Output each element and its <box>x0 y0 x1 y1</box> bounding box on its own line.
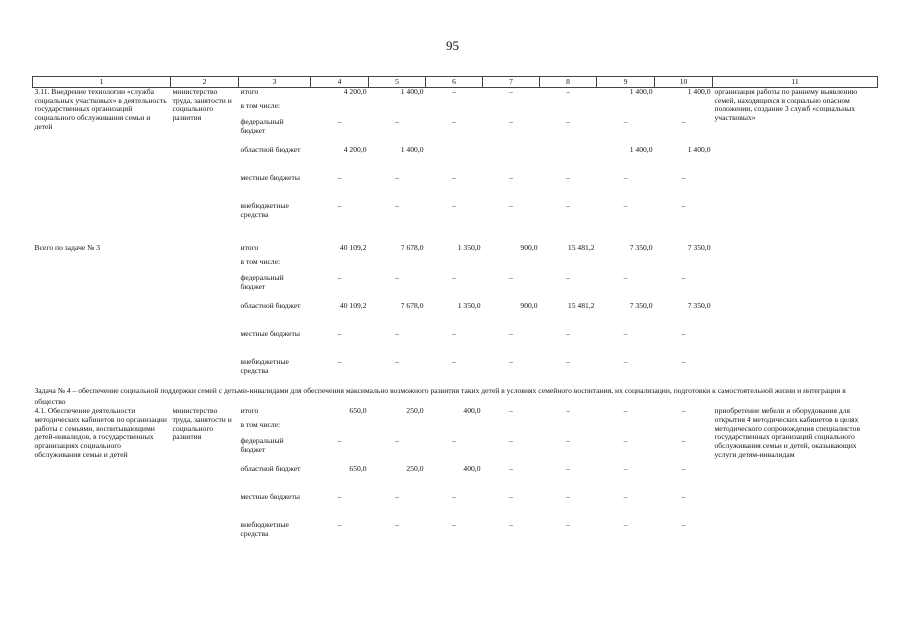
funding-source-label: в том числе: <box>240 257 281 266</box>
amount-cell: – <box>623 273 628 282</box>
amount-cell: – <box>623 201 628 210</box>
amount-cell: 7 350,0 <box>629 301 653 310</box>
activity-name: Всего по задаче № 3 <box>34 243 101 252</box>
amount-cell: – <box>509 273 513 282</box>
column-number: 8 <box>540 77 597 88</box>
amount-cell: – <box>681 436 686 446</box>
amount-cell: 650,0 <box>349 406 367 416</box>
amount-cell: – <box>337 117 342 126</box>
amount-cell: 15 481,2 <box>567 301 595 310</box>
amount-cell: – <box>623 329 628 338</box>
total-task-3-row <box>33 244 878 258</box>
column-number: 1 <box>33 77 171 88</box>
amount-cell: – <box>566 520 570 530</box>
amount-cell: 7 350,0 <box>687 243 711 252</box>
amount-cell: 1 400,0 <box>629 87 653 96</box>
funding-source-label: в том числе: <box>240 101 281 110</box>
amount-cell: – <box>395 173 399 182</box>
amount-cell: – <box>337 357 342 366</box>
column-number: 3 <box>239 77 311 88</box>
column-number-row <box>33 77 878 88</box>
amount-cell: 7 678,0 <box>400 243 424 252</box>
funding-source-label: итого <box>240 243 259 252</box>
column-number: 2 <box>171 77 239 88</box>
amount-cell <box>369 102 426 118</box>
amount-cell: – <box>566 87 570 96</box>
amount-cell: – <box>681 201 686 210</box>
amount-cell: – <box>623 117 628 126</box>
amount-cell: – <box>337 273 342 282</box>
amount-cell: 1 350,0 <box>457 243 481 252</box>
amount-cell <box>426 421 483 437</box>
amount-cell: – <box>623 520 628 530</box>
amount-cell: – <box>566 406 570 416</box>
amount-cell <box>483 258 540 274</box>
amount-cell: 650,0 <box>349 464 367 474</box>
spacer-row <box>33 230 878 244</box>
amount-cell <box>369 258 426 274</box>
executor <box>171 244 239 386</box>
amount-cell: – <box>509 357 513 366</box>
amount-cell <box>655 421 713 437</box>
funding-source-label: федеральный бюджет <box>240 436 284 454</box>
amount-cell: – <box>452 87 456 96</box>
amount-cell: 900,0 <box>520 243 538 252</box>
amount-cell: – <box>681 406 686 416</box>
amount-cell: – <box>623 173 628 182</box>
amount-cell: – <box>395 273 399 282</box>
funding-source-label: итого <box>240 406 259 416</box>
amount-cell: – <box>509 436 513 446</box>
amount-cell <box>540 421 597 437</box>
funding-source-label: итого <box>240 87 259 96</box>
amount-cell: 7 350,0 <box>629 243 653 252</box>
amount-cell: – <box>509 464 513 474</box>
amount-cell: – <box>681 173 686 182</box>
amount-cell: 1 400,0 <box>687 145 711 154</box>
amount-cell <box>540 146 597 174</box>
amount-cell: – <box>566 117 570 126</box>
funding-source-label: федеральный бюджет <box>240 273 284 291</box>
amount-cell: – <box>623 357 628 366</box>
funding-source-label: областной бюджет <box>240 464 301 474</box>
amount-cell <box>483 102 540 118</box>
amount-cell <box>369 421 426 437</box>
program-table <box>32 76 878 549</box>
amount-cell: – <box>452 520 456 530</box>
amount-cell: – <box>566 329 570 338</box>
amount-cell: 1 400,0 <box>400 87 424 96</box>
amount-cell: – <box>395 357 399 366</box>
funding-source-label: областной бюджет <box>240 145 301 154</box>
amount-cell <box>655 258 713 274</box>
activity-4-1-row <box>33 407 878 421</box>
funding-source-label: в том числе: <box>240 420 281 430</box>
amount-cell: – <box>681 357 686 366</box>
amount-cell: – <box>337 173 342 182</box>
amount-cell: – <box>509 520 513 530</box>
amount-cell: 900,0 <box>520 301 538 310</box>
amount-cell: – <box>337 436 342 446</box>
funding-source-label: внебюджетные средства <box>240 357 289 375</box>
amount-cell <box>540 258 597 274</box>
amount-cell: 40 109,2 <box>339 301 367 310</box>
amount-cell: 250,0 <box>406 464 424 474</box>
amount-cell <box>483 421 540 437</box>
amount-cell: – <box>509 87 513 96</box>
amount-cell: – <box>509 201 513 210</box>
amount-cell: – <box>509 406 513 416</box>
amount-cell: – <box>452 117 456 126</box>
column-number: 11 <box>713 77 878 88</box>
amount-cell <box>597 258 655 274</box>
amount-cell <box>311 421 369 437</box>
amount-cell: 400,0 <box>463 464 481 474</box>
column-number: 7 <box>483 77 540 88</box>
amount-cell <box>597 421 655 437</box>
amount-cell: – <box>681 464 686 474</box>
amount-cell: – <box>566 273 570 282</box>
column-number: 10 <box>655 77 713 88</box>
amount-cell: – <box>509 173 513 182</box>
amount-cell: – <box>509 117 513 126</box>
executor: министерство труда, занятости и социального развития <box>172 87 232 123</box>
amount-cell: 250,0 <box>406 406 424 416</box>
amount-cell <box>426 258 483 274</box>
amount-cell: – <box>337 492 342 502</box>
amount-cell <box>311 258 369 274</box>
amount-cell: – <box>395 436 399 446</box>
activity-3-11-row <box>33 88 878 103</box>
amount-cell: – <box>395 329 399 338</box>
funding-source-label: федеральный бюджет <box>240 117 284 135</box>
amount-cell: 40 109,2 <box>339 243 367 252</box>
amount-cell: – <box>566 436 570 446</box>
amount-cell <box>426 102 483 118</box>
amount-cell: – <box>452 329 456 338</box>
amount-cell: – <box>623 436 628 446</box>
amount-cell <box>311 102 369 118</box>
funding-source-label: внебюджетные средства <box>240 520 289 538</box>
funding-source-label: внебюджетные средства <box>240 201 289 219</box>
amount-cell: – <box>452 201 456 210</box>
amount-cell: – <box>681 117 686 126</box>
amount-cell: 7 678,0 <box>400 301 424 310</box>
expected-result: приобретение мебели и оборудования для открытия 4 методических кабинетов в целях методического сопровождения специалистов государственных организаций социального обслуживания семьи и детей, оказывающих услуги детям-инвалидам <box>714 406 861 459</box>
amount-cell: – <box>395 492 399 502</box>
amount-cell: – <box>452 436 456 446</box>
amount-cell: – <box>623 492 628 502</box>
amount-cell <box>483 146 540 174</box>
amount-cell: 4 200,0 <box>343 87 367 96</box>
amount-cell: 1 350,0 <box>457 301 481 310</box>
expected-result <box>713 244 878 386</box>
amount-cell: – <box>509 492 513 502</box>
column-number: 9 <box>597 77 655 88</box>
amount-cell: – <box>623 406 628 416</box>
amount-cell: 4 200,0 <box>343 145 367 154</box>
amount-cell: – <box>395 201 399 210</box>
amount-cell: – <box>452 273 456 282</box>
amount-cell <box>540 102 597 118</box>
amount-cell: – <box>681 492 686 502</box>
amount-cell: 1 400,0 <box>687 87 711 96</box>
activity-name: 3.11. Внедрение технологии «служба социальных участковых» в деятельность государственных организаций социального обслуживания семьи и детей <box>34 87 167 131</box>
column-number: 4 <box>311 77 369 88</box>
amount-cell: – <box>509 329 513 338</box>
funding-source-label: местные бюджеты <box>240 329 300 338</box>
amount-cell: – <box>566 464 570 474</box>
amount-cell: – <box>681 520 686 530</box>
amount-cell: – <box>623 464 628 474</box>
amount-cell: – <box>452 173 456 182</box>
executor: министерство труда, занятости и социального развития <box>172 406 232 442</box>
expected-result: организация работы по раннему выявлению семей, находящихся в социально опасном положении, создание 3 служб «социальных участковых» <box>714 87 858 123</box>
amount-cell: – <box>395 117 399 126</box>
task-4-row <box>33 386 878 407</box>
funding-source-label: областной бюджет <box>240 301 301 310</box>
amount-cell: – <box>566 357 570 366</box>
amount-cell: – <box>337 329 342 338</box>
amount-cell <box>597 102 655 118</box>
amount-cell: 1 400,0 <box>400 145 424 154</box>
amount-cell: – <box>452 357 456 366</box>
amount-cell: – <box>681 273 686 282</box>
amount-cell: 7 350,0 <box>687 301 711 310</box>
task-4-heading: Задача № 4 – обеспечение социальной поддержки семей с детьми-инвалидами для обеспечения максимально возможного развития таких детей в условиях семейного воспитания, их социализации, подготовки к самостоятельной жизни и интеграции в общество <box>34 386 846 406</box>
amount-cell: – <box>452 492 456 502</box>
column-number: 5 <box>369 77 426 88</box>
amount-cell: – <box>395 520 399 530</box>
amount-cell: – <box>566 492 570 502</box>
amount-cell: – <box>681 329 686 338</box>
funding-source-label: местные бюджеты <box>240 173 300 182</box>
column-number: 6 <box>426 77 483 88</box>
amount-cell: – <box>566 201 570 210</box>
amount-cell: – <box>337 201 342 210</box>
amount-cell: 1 400,0 <box>629 145 653 154</box>
funding-source-label: местные бюджеты <box>240 492 300 502</box>
activity-name: 4.1. Обеспечение деятельности методических кабинетов по организации работы с семьями, воспитывающими детей-инвалидов, в государственных организациях социального обслуживания семьи и детей <box>34 406 167 459</box>
amount-cell: – <box>566 173 570 182</box>
amount-cell: – <box>337 520 342 530</box>
spacer <box>33 230 878 244</box>
amount-cell: 400,0 <box>463 406 481 416</box>
amount-cell <box>655 102 713 118</box>
amount-cell <box>426 146 483 174</box>
amount-cell: 15 481,2 <box>567 243 595 252</box>
page-number: 95 <box>446 38 459 53</box>
